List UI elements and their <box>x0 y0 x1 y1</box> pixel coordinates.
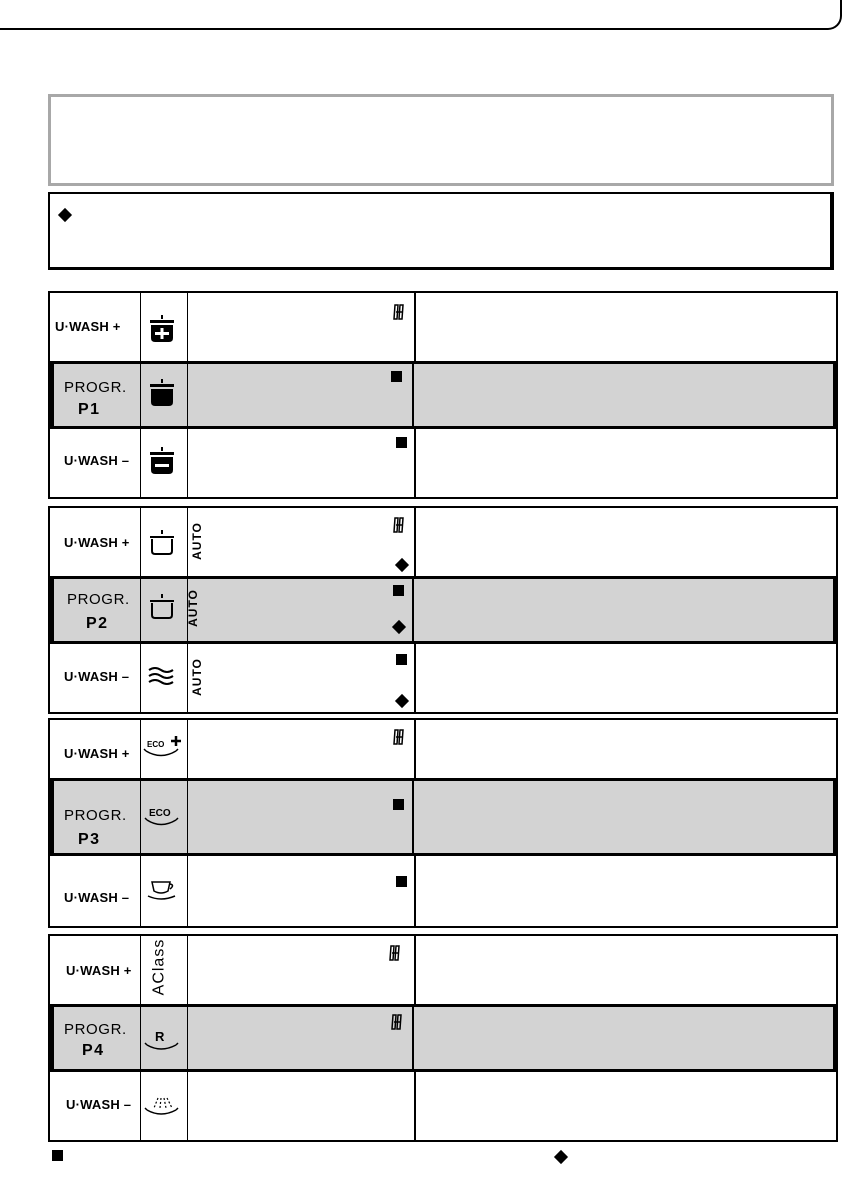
pot-minus-icon <box>141 429 187 497</box>
row-p1-uwash-plus <box>50 293 836 361</box>
page-corner-line <box>0 0 842 30</box>
a-class-icon: AClass <box>150 938 168 996</box>
square-mark <box>391 371 402 382</box>
uwash-plus-label: U·WASH + <box>64 535 130 550</box>
waves-icon <box>141 644 187 712</box>
uwash-plus-label: U·WASH + <box>55 319 121 334</box>
note-box <box>48 192 834 270</box>
row-p1-progr <box>50 361 836 429</box>
program-number-p2: P2 <box>86 615 109 632</box>
hand-wash-icon <box>388 944 404 962</box>
auto-label: AUTO <box>189 522 204 560</box>
uwash-plus-label: U·WASH + <box>64 746 130 761</box>
eco-plus-icon <box>141 720 187 778</box>
auto-label: AUTO <box>185 589 200 627</box>
row-p2-uwash-plus <box>50 508 836 576</box>
uwash-minus-label: U·WASH – <box>64 669 130 684</box>
spray-icon <box>141 1072 187 1140</box>
pot-outline-icon <box>141 508 187 576</box>
rinse-text: R <box>155 1029 165 1044</box>
diamond-icon <box>392 620 406 634</box>
eco-text: ECO <box>147 740 165 749</box>
row-p3-uwash-minus <box>50 856 836 926</box>
square-legend-icon <box>52 1150 63 1161</box>
program-group-p2 <box>48 506 838 714</box>
row-p4-uwash-plus <box>50 936 836 1004</box>
row-p2-progr <box>50 576 836 644</box>
progr-label: PROGR. <box>64 1021 127 1038</box>
progr-label: PROGR. <box>64 379 127 396</box>
square-mark <box>393 585 404 596</box>
program-group-p4 <box>48 934 838 1142</box>
program-number-p4: P4 <box>82 1042 105 1059</box>
eco-icon <box>141 781 187 853</box>
row-p3-progr <box>50 778 836 856</box>
pot-filled-icon <box>141 364 187 426</box>
square-mark <box>396 876 407 887</box>
row-p2-uwash-minus <box>50 644 836 712</box>
hand-wash-icon <box>392 516 408 534</box>
program-number-p1: P1 <box>78 401 101 418</box>
hand-wash-icon <box>392 303 408 321</box>
row-p3-uwash-plus <box>50 720 836 778</box>
program-group-p1 <box>48 291 838 499</box>
hand-wash-icon <box>390 1013 406 1031</box>
eco-text: ECO <box>149 808 171 819</box>
diamond-icon <box>395 558 409 572</box>
row-p4-progr <box>50 1004 836 1072</box>
square-mark <box>393 799 404 810</box>
rinse-icon <box>141 1007 187 1069</box>
diamond-legend-icon <box>554 1150 568 1164</box>
uwash-minus-label: U·WASH – <box>64 453 130 468</box>
progr-label: PROGR. <box>67 591 130 608</box>
square-mark <box>396 654 407 665</box>
uwash-plus-label: U·WASH + <box>66 963 132 978</box>
program-group-p3 <box>48 718 838 928</box>
diamond-icon <box>58 208 72 222</box>
pot-plus-icon <box>141 293 187 361</box>
row-p1-uwash-minus <box>50 429 836 497</box>
diamond-icon <box>395 694 409 708</box>
cup-icon <box>141 856 187 926</box>
square-mark <box>396 437 407 448</box>
progr-label: PROGR. <box>64 807 127 824</box>
auto-label: AUTO <box>189 658 204 696</box>
info-box <box>48 94 834 186</box>
hand-wash-icon <box>392 728 408 746</box>
program-number-p3: P3 <box>78 831 101 848</box>
uwash-minus-label: U·WASH – <box>66 1097 132 1112</box>
uwash-minus-label: U·WASH – <box>64 890 130 905</box>
pot-outline-icon <box>141 579 187 641</box>
row-p4-uwash-minus <box>50 1072 836 1140</box>
